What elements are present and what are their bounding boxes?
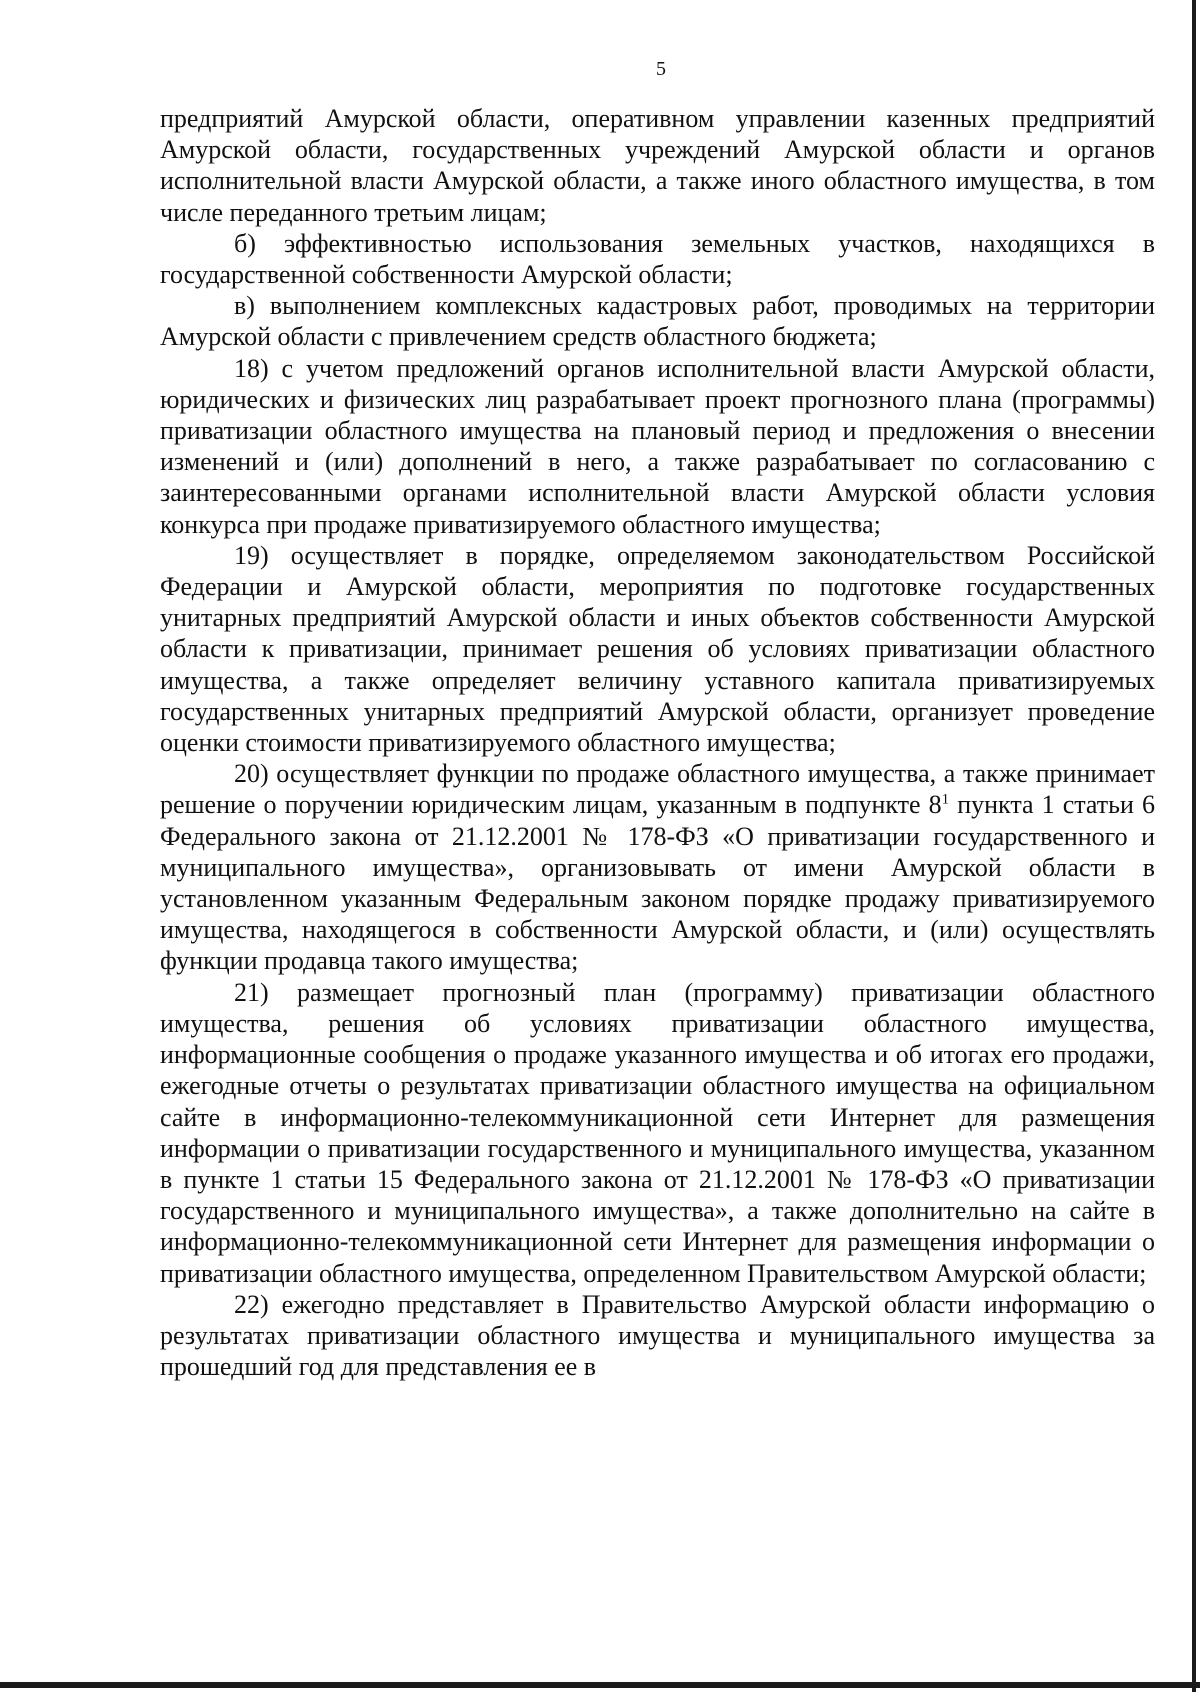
page-number: 5	[656, 58, 666, 80]
paragraph-item-22: 22) ежегодно представляет в Правительство Амурской области информацию о результатах приватизации областного имущества и муниципального имущества за прошедший год для представления ее в	[160, 1289, 1155, 1382]
paragraph-item-20-part-1: 20) осуществляет функции по продаже областного имущества, а также принимает решение о поручении юридическим лицам, указанным в подпункте 8	[160, 759, 1155, 820]
paragraph-item-20	[160, 758, 1155, 976]
paragraph-item-21: 21) размещает прогнозный план (программу) приватизации областного имущества, решения об условиях приватизации областного имущества, информационные сообщения о продаже указанного имущества и об итогах его продажи, ежегодные отчеты о результатах приватизации областного имущества на официальном сайте в информационно-телекоммуникационной сети Интернет для размещения информации о приватизации государственного и муниципального имущества, указанном в пункте 1 статьи 15 Федерального закона от 21.12.2001 № 178-ФЗ «О приватизации государственного и муниципального имущества», а также дополнительно на сайте в информационно-телекоммуникационной сети Интернет для размещения информации о приватизации областного имущества, определенном Правительством Амурской области;	[160, 977, 1155, 1288]
paragraph-item-18: 18) с учетом предложений органов исполнительной власти Амурской области, юридических и физических лиц разрабатывает проект прогнозного плана (программы) приватизации областного имущества на плановый период и предложения о внесении изменений и (или) дополнений в него, а также разрабатывает по согласованию с заинтересованными органами исполнительной власти Амурской области условия конкурса при продаже приватизируемого областного имущества;	[160, 353, 1155, 539]
paragraph-item-v: в) выполнением комплексных кадастровых работ, проводимых на территории Амурской области с привлечением средств областного бюджета;	[160, 291, 1155, 352]
paragraph-item-b: б) эффективностью использования земельных участков, находящихся в государственной собственности Амурской области;	[160, 228, 1155, 290]
document-body	[160, 103, 1155, 1382]
paragraph-continuation: предприятий Амурской области, оперативном управлении казенных предприятий Амурской области, государственных учреждений Амурской области и органов исполнительной власти Амурской области, а также иного областного имущества, в том числе переданного третьим лицам;	[160, 104, 1155, 227]
paragraph-item-20-part-2: пункта 1 статьи 6 Федерального закона от 21.12.2001 № 178-ФЗ «О приватизации государственного и муниципального имущества», организовывать от имени Амурской области в установленном указанным Федеральным законом порядке продажу приватизируемого имущества, находящегося в собственности Амурской области, и (или) осуществлять функции продавца такого имущества;	[160, 790, 1155, 976]
scan-edge-bottom	[0, 1682, 1200, 1688]
scan-edge-right	[1192, 0, 1196, 1692]
superscript-mark: 1	[941, 791, 950, 808]
paragraph-item-19: 19) осуществляет в порядке, определяемом законодательством Российской Федерации и Амурской области, мероприятия по подготовке государственных унитарных предприятий Амурской области и иных объектов собственности Амурской области к приватизации, принимает решения об условиях приватизации областного имущества, а также определяет величину уставного капитала приватизируемых государственных унитарных предприятий Амурской области, организует проведение оценки стоимости приватизируемого областного имущества;	[160, 540, 1155, 758]
